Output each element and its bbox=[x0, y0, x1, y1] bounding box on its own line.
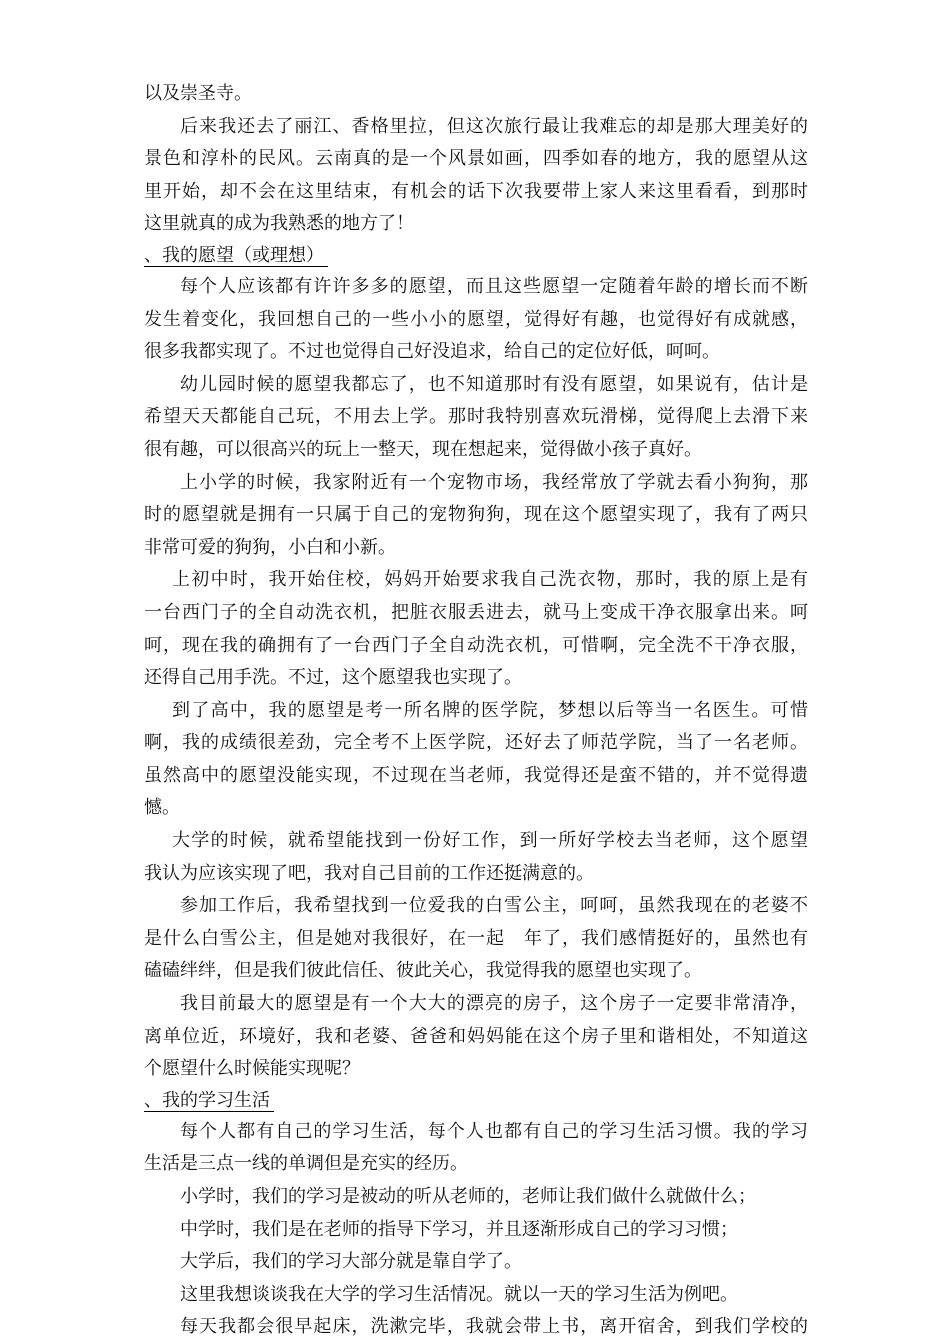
text-line: 啊，我的成绩很差劲，完全考不上医学院，还好去了师范学院，当了一名老师。 bbox=[144, 732, 808, 754]
section-heading-text: 、我的学习生活 bbox=[144, 1090, 274, 1112]
text-line: 希望天天都能自己玩，不用去上学。那时我特别喜欢玩滑梯，觉得爬上去滑下来 bbox=[144, 406, 808, 428]
text-line: 个愿望什么时候能实现呢？ bbox=[144, 1058, 360, 1080]
text-line: 里开始，却不会在这里结束，有机会的话下次我要带上家人来这里看看，到那时 bbox=[144, 180, 808, 202]
text-line: 这里就真的成为我熟悉的地方了！ bbox=[144, 213, 414, 235]
text-line: 非常可爱的狗狗，小白和小新。 bbox=[144, 536, 396, 558]
text-line: 还得自己用手洗。不过，这个愿望我也实现了。 bbox=[144, 667, 522, 689]
text-line: 离单位近，环境好，我和老婆、爸爸和妈妈能在这个房子里和谐相处，不知道这 bbox=[144, 1025, 808, 1047]
text-line: 虽然高中的愿望没能实现，不过现在当老师，我觉得还是蛮不错的，并不觉得遗 bbox=[144, 764, 808, 786]
text-line: 是什么白雪公主，但是她对我很好，在一起 年了，我们感情挺好的，虽然也有 bbox=[144, 927, 808, 949]
text-line: 发生着变化，我回想自己的一些小小的愿望，觉得好有趣，也觉得好有成就感， bbox=[144, 308, 808, 330]
section-heading bbox=[144, 241, 808, 271]
text-line: 很有趣，可以很高兴的玩上一整天，现在想起来，觉得做小孩子真好。 bbox=[144, 438, 702, 460]
section-heading-text: 、我的愿望（或理想） bbox=[144, 245, 328, 267]
text-line: 磕磕绊绊，但是我们彼此信任、彼此关心，我觉得我的愿望也实现了。 bbox=[144, 960, 702, 982]
text-line: 我目前最大的愿望是有一个大大的漂亮的房子，这个房子一定要非常清净， bbox=[180, 993, 808, 1015]
text-line: 大学的时候，就希望能找到一份好工作，到一所好学校去当老师，这个愿望 bbox=[172, 830, 808, 852]
text-line: 景色和淳朴的民风。云南真的是一个风景如画，四季如春的地方，我的愿望从这 bbox=[144, 148, 808, 170]
text-line: 时的愿望就是拥有一只属于自己的宠物狗狗，现在这个愿望实现了，我有了两只 bbox=[144, 504, 808, 526]
text-line: 我认为应该实现了吧，我对自己目前的工作还挺满意的。 bbox=[144, 862, 594, 884]
text-line: 呵，现在我的确拥有了一台西门子全自动洗衣机，可惜啊，完全洗不干净衣服， bbox=[144, 634, 808, 656]
text-line: 幼儿园时候的愿望我都忘了，也不知道那时有没有愿望，如果说有，估计是 bbox=[180, 373, 808, 395]
text-line: 上小学的时候，我家附近有一个宠物市场，我经常放了学就去看小狗狗，那 bbox=[180, 471, 808, 493]
text-line: 一台西门子的全自动洗衣机，把脏衣服丢进去，就马上变成干净衣服拿出来。呵 bbox=[144, 601, 808, 623]
text-line: 这里我想谈谈我在大学的学习生活情况。就以一天的学习生活为例吧。 bbox=[180, 1283, 738, 1305]
text-line: 小学时，我们的学习是被动的听从老师的，老师让我们做什么就做什么； bbox=[180, 1186, 756, 1207]
text-line: 中学时，我们是在老师的指导下学习，并且逐渐形成自己的学习习惯； bbox=[180, 1218, 738, 1240]
text-line: 到了高中，我的愿望是考一所名牌的医学院，梦想以后等当一名医生。可惜 bbox=[172, 699, 808, 721]
text-line: 生活是三点一线的单调但是充实的经历。 bbox=[144, 1153, 468, 1175]
text-line: 上初中时，我开始住校，妈妈开始要求我自己洗衣物，那时，我的原上是有 bbox=[172, 569, 808, 591]
text-line: 每个人都有自己的学习生活，每个人也都有自己的学习生活习惯。我的学习 bbox=[180, 1120, 808, 1142]
section-heading bbox=[144, 1086, 808, 1116]
text-line: 后来我还去了丽江、香格里拉，但这次旅行最让我难忘的却是那大理美好的 bbox=[180, 115, 808, 137]
text-line: 每个人应该都有许许多多的愿望，而且这些愿望一定随着年龄的增长而不断 bbox=[180, 275, 808, 297]
text-line: 参加工作后，我希望找到一位爱我的白雪公主，呵呵，虽然我现在的老婆不 bbox=[180, 895, 808, 917]
text-line: 很多我都实现了。不过也觉得自己好没追求，给自己的定位好低，呵呵。 bbox=[144, 341, 720, 363]
text-line: 每天我都会很早起床，洗漱完毕，我就会带上书，离开宿舍，到我们学校的 bbox=[180, 1316, 808, 1338]
text-line: 以及崇圣寺。 bbox=[144, 83, 252, 104]
text-line: 大学后，我们的学习大部分就是靠自学了。 bbox=[180, 1251, 522, 1273]
text-line: 憾。 bbox=[144, 797, 180, 819]
document-body bbox=[144, 78, 808, 1344]
